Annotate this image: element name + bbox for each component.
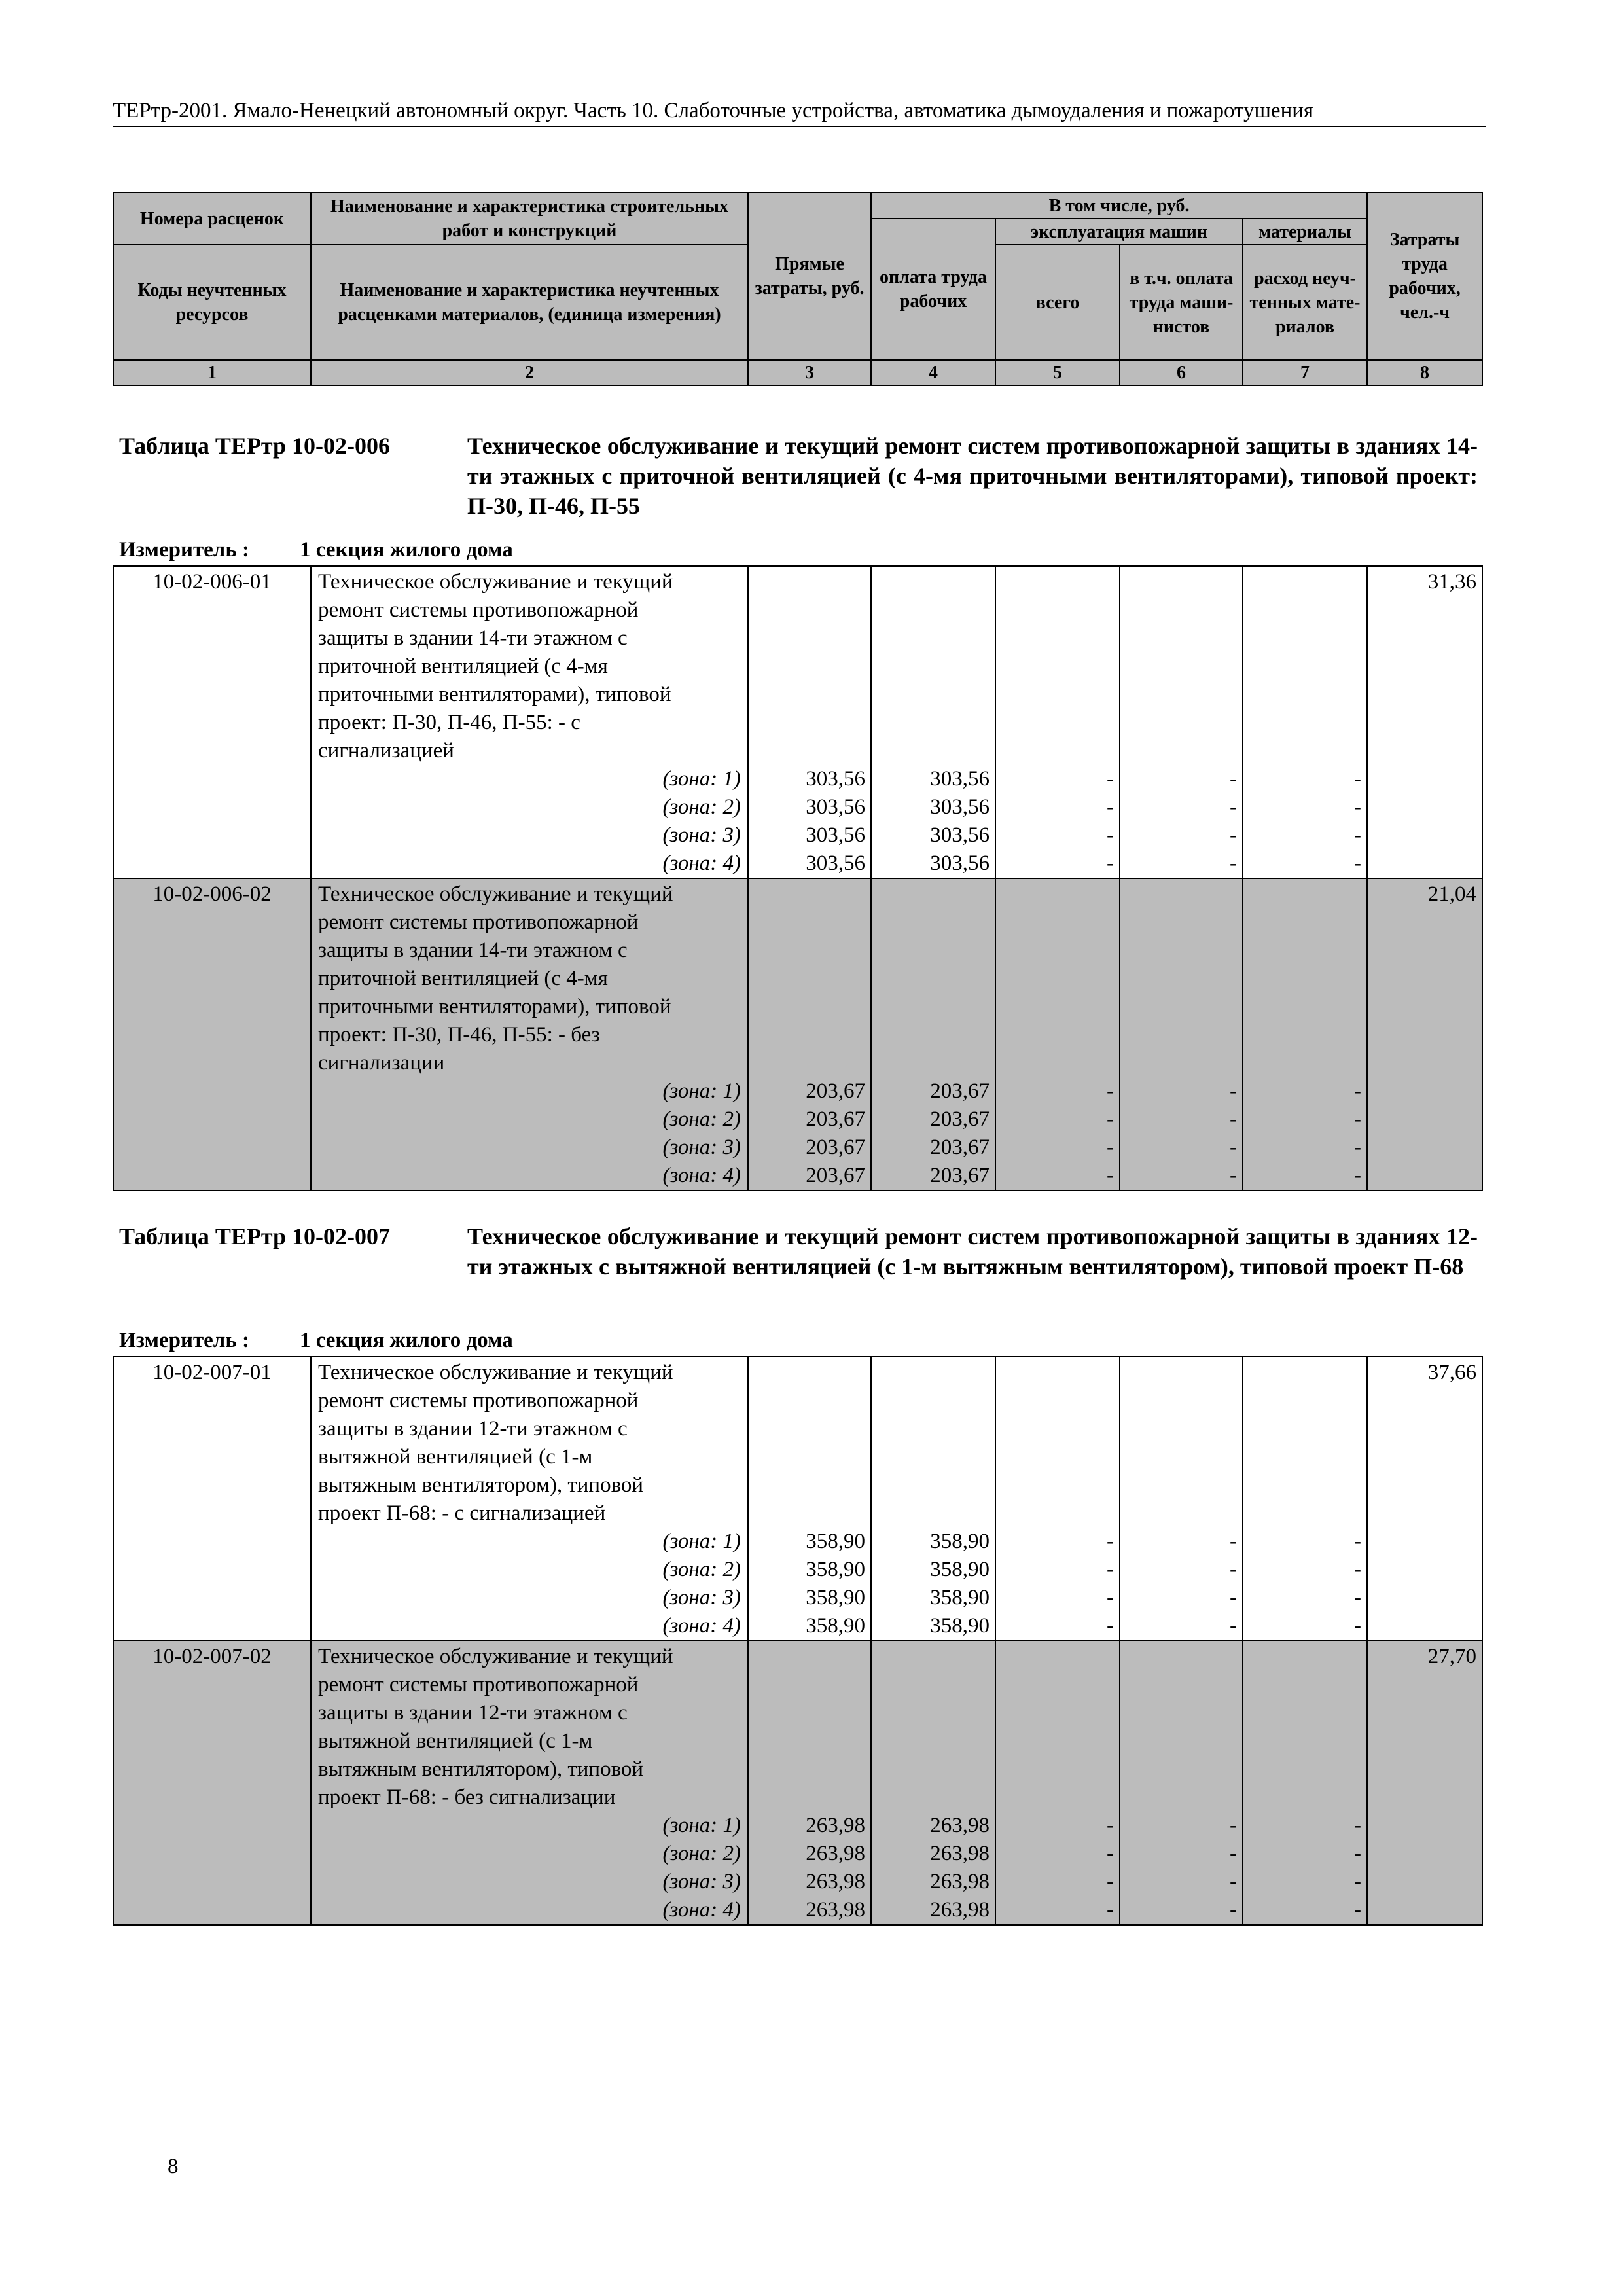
machine-total-value: - — [1107, 1530, 1114, 1553]
worker-pay — [871, 1641, 995, 1925]
zone-label: (зона: 3) — [662, 1586, 741, 1609]
description-line: защиты в здании 12-ти этажном с — [318, 1701, 628, 1725]
materials-value: - — [1354, 1164, 1361, 1187]
machine-total — [995, 1357, 1120, 1641]
description-line: Техническое обслуживание и текущий — [318, 1645, 673, 1668]
rates-table — [113, 1356, 1483, 1926]
zone-label: (зона: 2) — [662, 795, 741, 819]
table-row — [113, 566, 1482, 878]
materials-value: - — [1354, 823, 1361, 847]
rates-table — [113, 565, 1483, 1191]
description-line: Техническое обслуживание и текущий — [318, 570, 673, 594]
direct-cost-value: 303,56 — [806, 795, 865, 819]
materials-value: - — [1354, 795, 1361, 819]
col-direct-costs: Прямые затраты, руб. — [748, 192, 871, 360]
description-line: приточными вентиляторами), типовой — [318, 995, 671, 1018]
direct-cost-value: 203,67 — [806, 1136, 865, 1159]
description-line: приточной вентиляцией (с 4-мя — [318, 655, 608, 678]
meter-label: Измеритель : — [119, 538, 250, 562]
materials-cost — [1243, 1357, 1367, 1641]
description-line: проект П-68: - с сигнализацией — [318, 1501, 606, 1525]
worker-pay — [871, 566, 995, 878]
rate-description — [311, 1357, 748, 1641]
worker-pay-value: 203,67 — [930, 1079, 990, 1103]
description-line: проект: П-30, П-46, П-55: - без — [318, 1023, 600, 1047]
meter-value: 1 секция жилого дома — [300, 538, 513, 562]
column-header-table — [113, 192, 1483, 386]
col-machine-operation: эксплуатация машин — [995, 219, 1243, 245]
zone-label: (зона: 1) — [662, 1079, 741, 1103]
worker-pay-value: 358,90 — [930, 1530, 990, 1553]
machinist-pay-value: - — [1230, 1079, 1237, 1103]
col-rate-numbers: Номера расценок — [113, 192, 311, 245]
description-line: ремонт системы противопожарной — [318, 598, 639, 622]
col-number-8: 8 — [1367, 360, 1482, 386]
section-title — [119, 431, 1478, 521]
col-number-4: 4 — [871, 360, 995, 386]
zone-label: (зона: 3) — [662, 823, 741, 847]
col-including: В том числе, руб. — [871, 192, 1367, 219]
direct-cost-value: 358,90 — [806, 1586, 865, 1609]
col-worker-pay: оплата труда рабочих — [871, 219, 995, 360]
meter-value: 1 секция жилого дома — [300, 1329, 513, 1352]
description-line: вытяжным вентилятором), типовой — [318, 1757, 644, 1781]
col-number-3: 3 — [748, 360, 871, 386]
zone-label: (зона: 4) — [662, 1164, 741, 1187]
col-number-2: 2 — [311, 360, 748, 386]
machinist-pay — [1120, 566, 1243, 878]
machine-total-value: - — [1107, 823, 1114, 847]
materials-cost — [1243, 566, 1367, 878]
direct-cost-value: 263,98 — [806, 1870, 865, 1893]
description-line: защиты в здании 14-ти этажном с — [318, 626, 628, 650]
col-number-5: 5 — [995, 360, 1120, 386]
machinist-pay-value: - — [1230, 1870, 1237, 1893]
machinist-pay-value: - — [1230, 1586, 1237, 1609]
materials-value: - — [1354, 1136, 1361, 1159]
rate-code: 10-02-006-01 — [113, 566, 311, 878]
table-code: Таблица ТЕРтр 10-02-006 — [119, 433, 391, 459]
worker-pay-value: 303,56 — [930, 823, 990, 847]
zone-label: (зона: 4) — [662, 1898, 741, 1922]
description-line: сигнализацией — [318, 739, 454, 762]
worker-pay-value: 203,67 — [930, 1107, 990, 1131]
machinist-pay-value: - — [1230, 1898, 1237, 1922]
direct-cost-value: 263,98 — [806, 1898, 865, 1922]
direct-cost-value: 203,67 — [806, 1164, 865, 1187]
materials-value: - — [1354, 1079, 1361, 1103]
labor-costs: 31,36 — [1367, 566, 1482, 878]
rate-code: 10-02-007-02 — [113, 1641, 311, 1925]
page-number: 8 — [168, 2155, 179, 2178]
table-title: Техническое обслуживание и текущий ремонт систем противопожарной защиты в зданиях 12-ти этажных с вытяжной вентиляцией (с 1-м вытяжным вентилятором), типовой проект П-68 — [467, 1223, 1478, 1280]
materials-cost — [1243, 878, 1367, 1191]
rate-description — [311, 1641, 748, 1925]
description-line: ремонт системы противопожарной — [318, 1389, 639, 1412]
worker-pay-value: 203,67 — [930, 1164, 990, 1187]
rate-description — [311, 878, 748, 1191]
machinist-pay-value: - — [1230, 823, 1237, 847]
table-row — [113, 878, 1482, 1191]
col-number-1: 1 — [113, 360, 311, 386]
zone-label: (зона: 1) — [662, 767, 741, 791]
col-incl-machinist-pay: в т.ч. оплата труда маши-нистов — [1120, 245, 1243, 360]
description-line: ремонт системы противопожарной — [318, 1673, 639, 1696]
section-title — [119, 1221, 1478, 1282]
labor-costs: 27,70 — [1367, 1641, 1482, 1925]
machinist-pay-value: - — [1230, 1530, 1237, 1553]
worker-pay-value: 303,56 — [930, 767, 990, 791]
materials-cost — [1243, 1641, 1367, 1925]
description-line: защиты в здании 14-ти этажном с — [318, 939, 628, 962]
col-work-name: Наименование и характеристика строительных работ и конструкций — [311, 192, 748, 245]
description-line: ремонт системы противопожарной — [318, 910, 639, 934]
direct-cost-value: 303,56 — [806, 767, 865, 791]
machine-total-value: - — [1107, 1558, 1114, 1581]
machinist-pay-value: - — [1230, 1842, 1237, 1865]
page-header: ТЕРтр-2001. Ямало-Ненецкий автономный округ. Часть 10. Слаботочные устройства, автоматика дымоудаления и пожаротушения — [113, 97, 1486, 127]
table-title: Техническое обслуживание и текущий ремонт систем противопожарной защиты в зданиях 14-ти этажных с приточной вентиляцией (с 4-мя приточными вентиляторами), типовой проект: П-30, П-46, П-55 — [467, 433, 1478, 519]
col-resource-codes: Коды неучтенных ресурсов — [113, 245, 311, 360]
worker-pay-value: 203,67 — [930, 1136, 990, 1159]
description-line: приточными вентиляторами), типовой — [318, 683, 671, 706]
meter-label: Измеритель : — [119, 1329, 250, 1352]
col-materials: материалы — [1243, 219, 1367, 245]
col-material-consumption: расход неуч-тенных мате-риалов — [1243, 245, 1367, 360]
table-row — [113, 1357, 1482, 1641]
description-line: проект: П-30, П-46, П-55: - с — [318, 711, 580, 734]
materials-value: - — [1354, 852, 1361, 875]
machine-total-value: - — [1107, 1079, 1114, 1103]
meter-line — [119, 538, 513, 562]
zone-label: (зона: 4) — [662, 1614, 741, 1638]
col-number-7: 7 — [1243, 360, 1367, 386]
worker-pay-value: 303,56 — [930, 795, 990, 819]
zone-label: (зона: 1) — [662, 1530, 741, 1553]
zone-label: (зона: 2) — [662, 1558, 741, 1581]
machinist-pay-value: - — [1230, 1814, 1237, 1837]
description-line: вытяжным вентилятором), типовой — [318, 1473, 644, 1497]
direct-cost-value: 303,56 — [806, 852, 865, 875]
worker-pay-value: 358,90 — [930, 1558, 990, 1581]
col-number-6: 6 — [1120, 360, 1243, 386]
machine-total — [995, 566, 1120, 878]
materials-value: - — [1354, 1586, 1361, 1609]
worker-pay-value: 263,98 — [930, 1842, 990, 1865]
rate-code: 10-02-007-01 — [113, 1357, 311, 1641]
machine-total-value: - — [1107, 1136, 1114, 1159]
materials-value: - — [1354, 1814, 1361, 1837]
direct-cost-value: 263,98 — [806, 1842, 865, 1865]
direct-cost-value: 358,90 — [806, 1558, 865, 1581]
machinist-pay — [1120, 1357, 1243, 1641]
materials-value: - — [1354, 1870, 1361, 1893]
machine-total — [995, 1641, 1120, 1925]
direct-cost-value: 203,67 — [806, 1107, 865, 1131]
rate-description — [311, 566, 748, 878]
machine-total-value: - — [1107, 1164, 1114, 1187]
materials-value: - — [1354, 1842, 1361, 1865]
machinist-pay-value: - — [1230, 1164, 1237, 1187]
zone-label: (зона: 3) — [662, 1870, 741, 1893]
machinist-pay — [1120, 878, 1243, 1191]
description-line: Техническое обслуживание и текущий — [318, 1361, 673, 1384]
materials-value: - — [1354, 1558, 1361, 1581]
machine-total-value: - — [1107, 795, 1114, 819]
direct-costs — [748, 566, 871, 878]
rate-code: 10-02-006-02 — [113, 878, 311, 1191]
machinist-pay-value: - — [1230, 1107, 1237, 1131]
machinist-pay-value: - — [1230, 852, 1237, 875]
col-labor-costs: Затраты труда рабочих, чел.-ч — [1367, 192, 1482, 360]
machine-total-value: - — [1107, 1842, 1114, 1865]
machine-total-value: - — [1107, 1614, 1114, 1638]
description-line: Техническое обслуживание и текущий — [318, 882, 673, 906]
description-line: защиты в здании 12-ти этажном с — [318, 1417, 628, 1441]
machinist-pay — [1120, 1641, 1243, 1925]
materials-value: - — [1354, 1530, 1361, 1553]
machinist-pay-value: - — [1230, 1614, 1237, 1638]
description-line: вытяжной вентиляцией (с 1-м — [318, 1445, 593, 1469]
worker-pay-value: 303,56 — [930, 852, 990, 875]
materials-value: - — [1354, 1614, 1361, 1638]
direct-cost-value: 358,90 — [806, 1614, 865, 1638]
worker-pay-value: 263,98 — [930, 1898, 990, 1922]
table-code: Таблица ТЕРтр 10-02-007 — [119, 1223, 391, 1249]
materials-value: - — [1354, 767, 1361, 791]
direct-cost-value: 358,90 — [806, 1530, 865, 1553]
description-line: приточной вентиляцией (с 4-мя — [318, 967, 608, 990]
zone-label: (зона: 3) — [662, 1136, 741, 1159]
machine-total-value: - — [1107, 1898, 1114, 1922]
direct-costs — [748, 1641, 871, 1925]
machinist-pay-value: - — [1230, 1136, 1237, 1159]
machinist-pay-value: - — [1230, 767, 1237, 791]
meter-line — [119, 1329, 513, 1353]
machinist-pay-value: - — [1230, 795, 1237, 819]
col-total: всего — [995, 245, 1120, 360]
machine-total-value: - — [1107, 767, 1114, 791]
machine-total-value: - — [1107, 852, 1114, 875]
zone-label: (зона: 4) — [662, 852, 741, 875]
direct-cost-value: 303,56 — [806, 823, 865, 847]
worker-pay — [871, 1357, 995, 1641]
worker-pay — [871, 878, 995, 1191]
description-line: проект П-68: - без сигнализации — [318, 1785, 616, 1809]
col-material-name: Наименование и характеристика неучтенных расценками материалов, (единица измерения) — [311, 245, 748, 360]
machinist-pay-value: - — [1230, 1558, 1237, 1581]
labor-costs: 37,66 — [1367, 1357, 1482, 1641]
direct-costs — [748, 878, 871, 1191]
direct-costs — [748, 1357, 871, 1641]
direct-cost-value: 263,98 — [806, 1814, 865, 1837]
table-row — [113, 1641, 1482, 1925]
zone-label: (зона: 1) — [662, 1814, 741, 1837]
worker-pay-value: 358,90 — [930, 1586, 990, 1609]
direct-cost-value: 203,67 — [806, 1079, 865, 1103]
worker-pay-value: 263,98 — [930, 1870, 990, 1893]
materials-value: - — [1354, 1898, 1361, 1922]
materials-value: - — [1354, 1107, 1361, 1131]
machine-total-value: - — [1107, 1586, 1114, 1609]
machine-total-value: - — [1107, 1814, 1114, 1837]
machine-total — [995, 878, 1120, 1191]
zone-label: (зона: 2) — [662, 1842, 741, 1865]
worker-pay-value: 358,90 — [930, 1614, 990, 1638]
machine-total-value: - — [1107, 1107, 1114, 1131]
machine-total-value: - — [1107, 1870, 1114, 1893]
zone-label: (зона: 2) — [662, 1107, 741, 1131]
description-line: сигнализации — [318, 1051, 445, 1075]
labor-costs: 21,04 — [1367, 878, 1482, 1191]
worker-pay-value: 263,98 — [930, 1814, 990, 1837]
description-line: вытяжной вентиляцией (с 1-м — [318, 1729, 593, 1753]
